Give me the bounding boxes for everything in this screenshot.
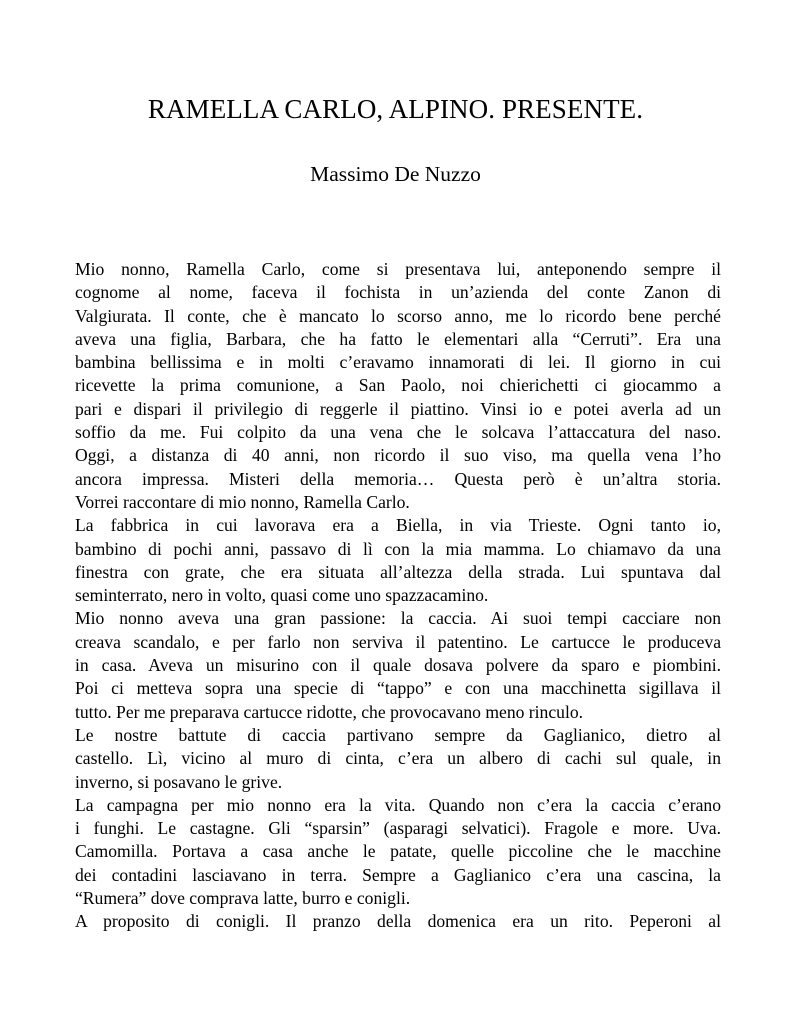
text-line: A proposito di conigli. Il pranzo della domenica era un rito. Peperoni al (75, 911, 721, 932)
text-line: bambino di pochi anni, passavo di lì con la mia mamma. Lo chiamavo da una (75, 538, 721, 559)
document-body (75, 258, 721, 934)
text-line: soffio da me. Fui colpito da una vena che le solcava l’attaccatura del naso. (75, 422, 721, 443)
text-line: tutto. Per me preparava cartucce ridotte, che provocavano meno rinculo. (75, 701, 584, 722)
text-line: Poi ci metteva sopra una specie di “tappo” e con una macchinetta sigillava il (75, 678, 721, 699)
text-line: cognome al nome, faceva il fochista in un’azienda del conte Zanon di (75, 282, 721, 303)
paragraph (75, 910, 721, 933)
text-line: seminterrato, nero in volto, quasi come uno spazzacamino. (75, 585, 489, 606)
paragraph (75, 794, 721, 910)
text-line: dei contadini lasciavano in terra. Sempre a Gaglianico c’era una cascina, la (75, 864, 721, 885)
text-line: La fabbrica in cui lavorava era a Biella, in via Trieste. Ogni tanto io, (75, 515, 721, 536)
text-line: finestra con grate, che era situata all’altezza della strada. Lui spuntava dal (75, 561, 721, 582)
paragraph (75, 724, 721, 794)
document-title: RAMELLA CARLO, ALPINO. PRESENTE. (147, 94, 644, 124)
text-line: Mio nonno, Ramella Carlo, come si presentava lui, anteponendo sempre il (75, 259, 721, 279)
text-line: bambina bellissima e in molti c’eravamo innamorati di lei. Il giorno in cui (75, 352, 721, 373)
text-line: castello. Lì, vicino al muro di cinta, c’era un albero di cachi sul quale, in (75, 748, 721, 769)
document-author: Massimo De Nuzzo (310, 162, 481, 186)
text-line: inverno, si posavano le grive. (75, 771, 283, 792)
text-line: Valgiurata. Il conte, che è mancato lo scorso anno, me lo ricordo bene perché (75, 305, 721, 326)
text-line: in casa. Aveva un misurino con il quale dosava polvere da sparo e piombini. (75, 655, 721, 676)
text-line: La campagna per mio nonno era la vita. Quando non c’era la caccia c’erano (75, 794, 721, 815)
text-line: creava scandalo, e per farlo non serviva il patentino. Le cartucce le produceva (75, 631, 721, 652)
text-line: Vorrei raccontare di mio nonno, Ramella Carlo. (75, 491, 410, 512)
paragraph (75, 258, 721, 514)
text-line: “Rumera” dove comprava latte, burro e conigli. (75, 888, 411, 909)
text-line: ancora impressa. Misteri della memoria… Questa però è un’altra storia. (75, 468, 721, 489)
text-line: Mio nonno aveva una gran passione: la caccia. Ai suoi tempi cacciare non (75, 608, 721, 629)
paragraph (75, 514, 721, 607)
paragraph (75, 607, 721, 723)
text-line: Camomilla. Portava a casa anche le patate, quelle piccoline che le macchine (75, 841, 721, 862)
text-line: pari e dispari il privilegio di reggerle il piattino. Vinsi io e potei averla ad un (75, 398, 721, 419)
text-line: aveva una figlia, Barbara, che ha fatto le elementari alla “Cerruti”. Era una (75, 328, 721, 349)
text-line: ricevette la prima comunione, a San Paolo, noi chierichetti ci giocammo a (75, 375, 721, 396)
text-line: i funghi. Le castagne. Gli “sparsin” (asparagi selvatici). Fragole e more. Uva. (75, 818, 721, 839)
text-line: Le nostre battute di caccia partivano sempre da Gaglianico, dietro al (75, 724, 721, 745)
text-line: Oggi, a distanza di 40 anni, non ricordo il suo viso, ma quella vena l’ho (75, 445, 721, 466)
